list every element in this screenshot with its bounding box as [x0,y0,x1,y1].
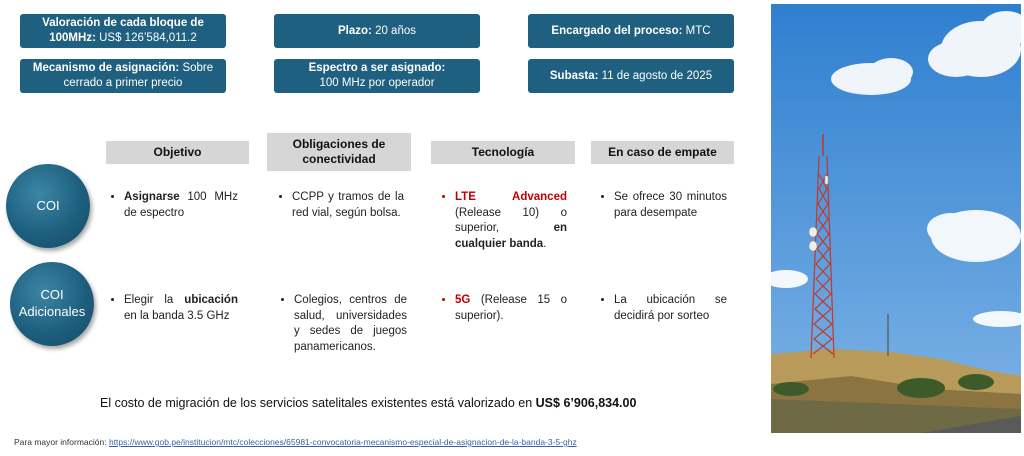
coi-obligaciones-cell [274,190,404,221]
coi-empate-cell [596,190,727,221]
migration-cost-note: El costo de migración de los servicios satelitales existentes está valorizado en US$ 6’906,834.00 [100,396,637,410]
list-item: • La ubicación se decidirá por sorteo [614,293,727,324]
mecanismo-box [20,59,226,93]
espectro-value: 100 MHz por operador [319,77,435,89]
coi-adicionales-circle [10,262,94,346]
espectro-box [274,59,480,93]
valoracion-box [20,14,226,48]
encargado-box [528,14,734,48]
encargado-label: Encargado del proceso: [551,24,683,37]
subasta-box [528,59,734,93]
list-item: • Colegios, centros de salud, universidades y sedes de juegos panamericanos. [294,293,407,355]
more-info-link[interactable]: https://www.gob.pe/institucion/mtc/colecciones/65981-convocatoria-mecanismo-especial-de-asignacion-de-la-banda-3-5-ghz [108,437,577,447]
espectro-label: Espectro a ser asignado: [308,62,446,75]
header-objetivo: Objetivo [106,141,249,164]
footer: Para mayor información: https://www.gob.pe/institucion/mtc/colecciones/65981-convocatoria-mecanismo-especial-de-asignacion-de-la-banda-3-5-ghz [14,437,577,447]
plazo-value: 20 años [375,24,416,37]
coi-tecnologia-cell [437,190,567,252]
coi-circle [6,164,90,248]
header-empate: En caso de empate [591,141,734,164]
plazo-box [274,14,480,48]
encargado-value: MTC [685,24,711,37]
list-item: • LTE Advanced (Release 10) o superior, en cualquier banda. [455,190,567,252]
header-obligaciones: Obligaciones de conectividad [267,133,411,171]
coi-adicionales-objetivo-cell [106,293,238,324]
coi-adicionales-tecnologia-cell [437,293,567,324]
migration-cost-value: US$ 6’906,834.00 [535,396,637,410]
list-item: • 5G (Release 15 o superior). [455,293,567,324]
coi-objetivo-cell [106,190,238,221]
mecanismo-value: Sobre cerrado a primer precio [63,62,214,89]
plazo-label: Plazo: [337,24,372,37]
list-item: • Asignarse 100 MHz de espectro [124,190,238,221]
mecanismo-label: Mecanismo de asignación: [32,62,180,75]
list-item: • Elegir la ubicación en la banda 3.5 GHz [124,293,238,324]
tower-illustration [771,4,1021,433]
subasta-value: 11 de agosto de 2025 [601,69,713,82]
list-item: • CCPP y tramos de la red vial, según bolsa. [292,190,404,221]
valoracion-value: US$ 126’584,011.2 [99,32,197,44]
list-item: • Se ofrece 30 minutos para desempate [614,190,727,221]
subasta-label: Subasta: [549,69,599,82]
header-tecnologia: Tecnología [431,141,575,164]
coi-label: COI [36,197,60,213]
valoracion-label: Valoración de cada bloque de 100MHz: [42,17,204,44]
coi-adicionales-obligaciones-cell [276,293,407,355]
coi-adicionales-label: COI Adicionales [18,287,86,319]
coi-adicionales-empate-cell [596,293,727,324]
telecom-tower-photo [771,4,1021,433]
